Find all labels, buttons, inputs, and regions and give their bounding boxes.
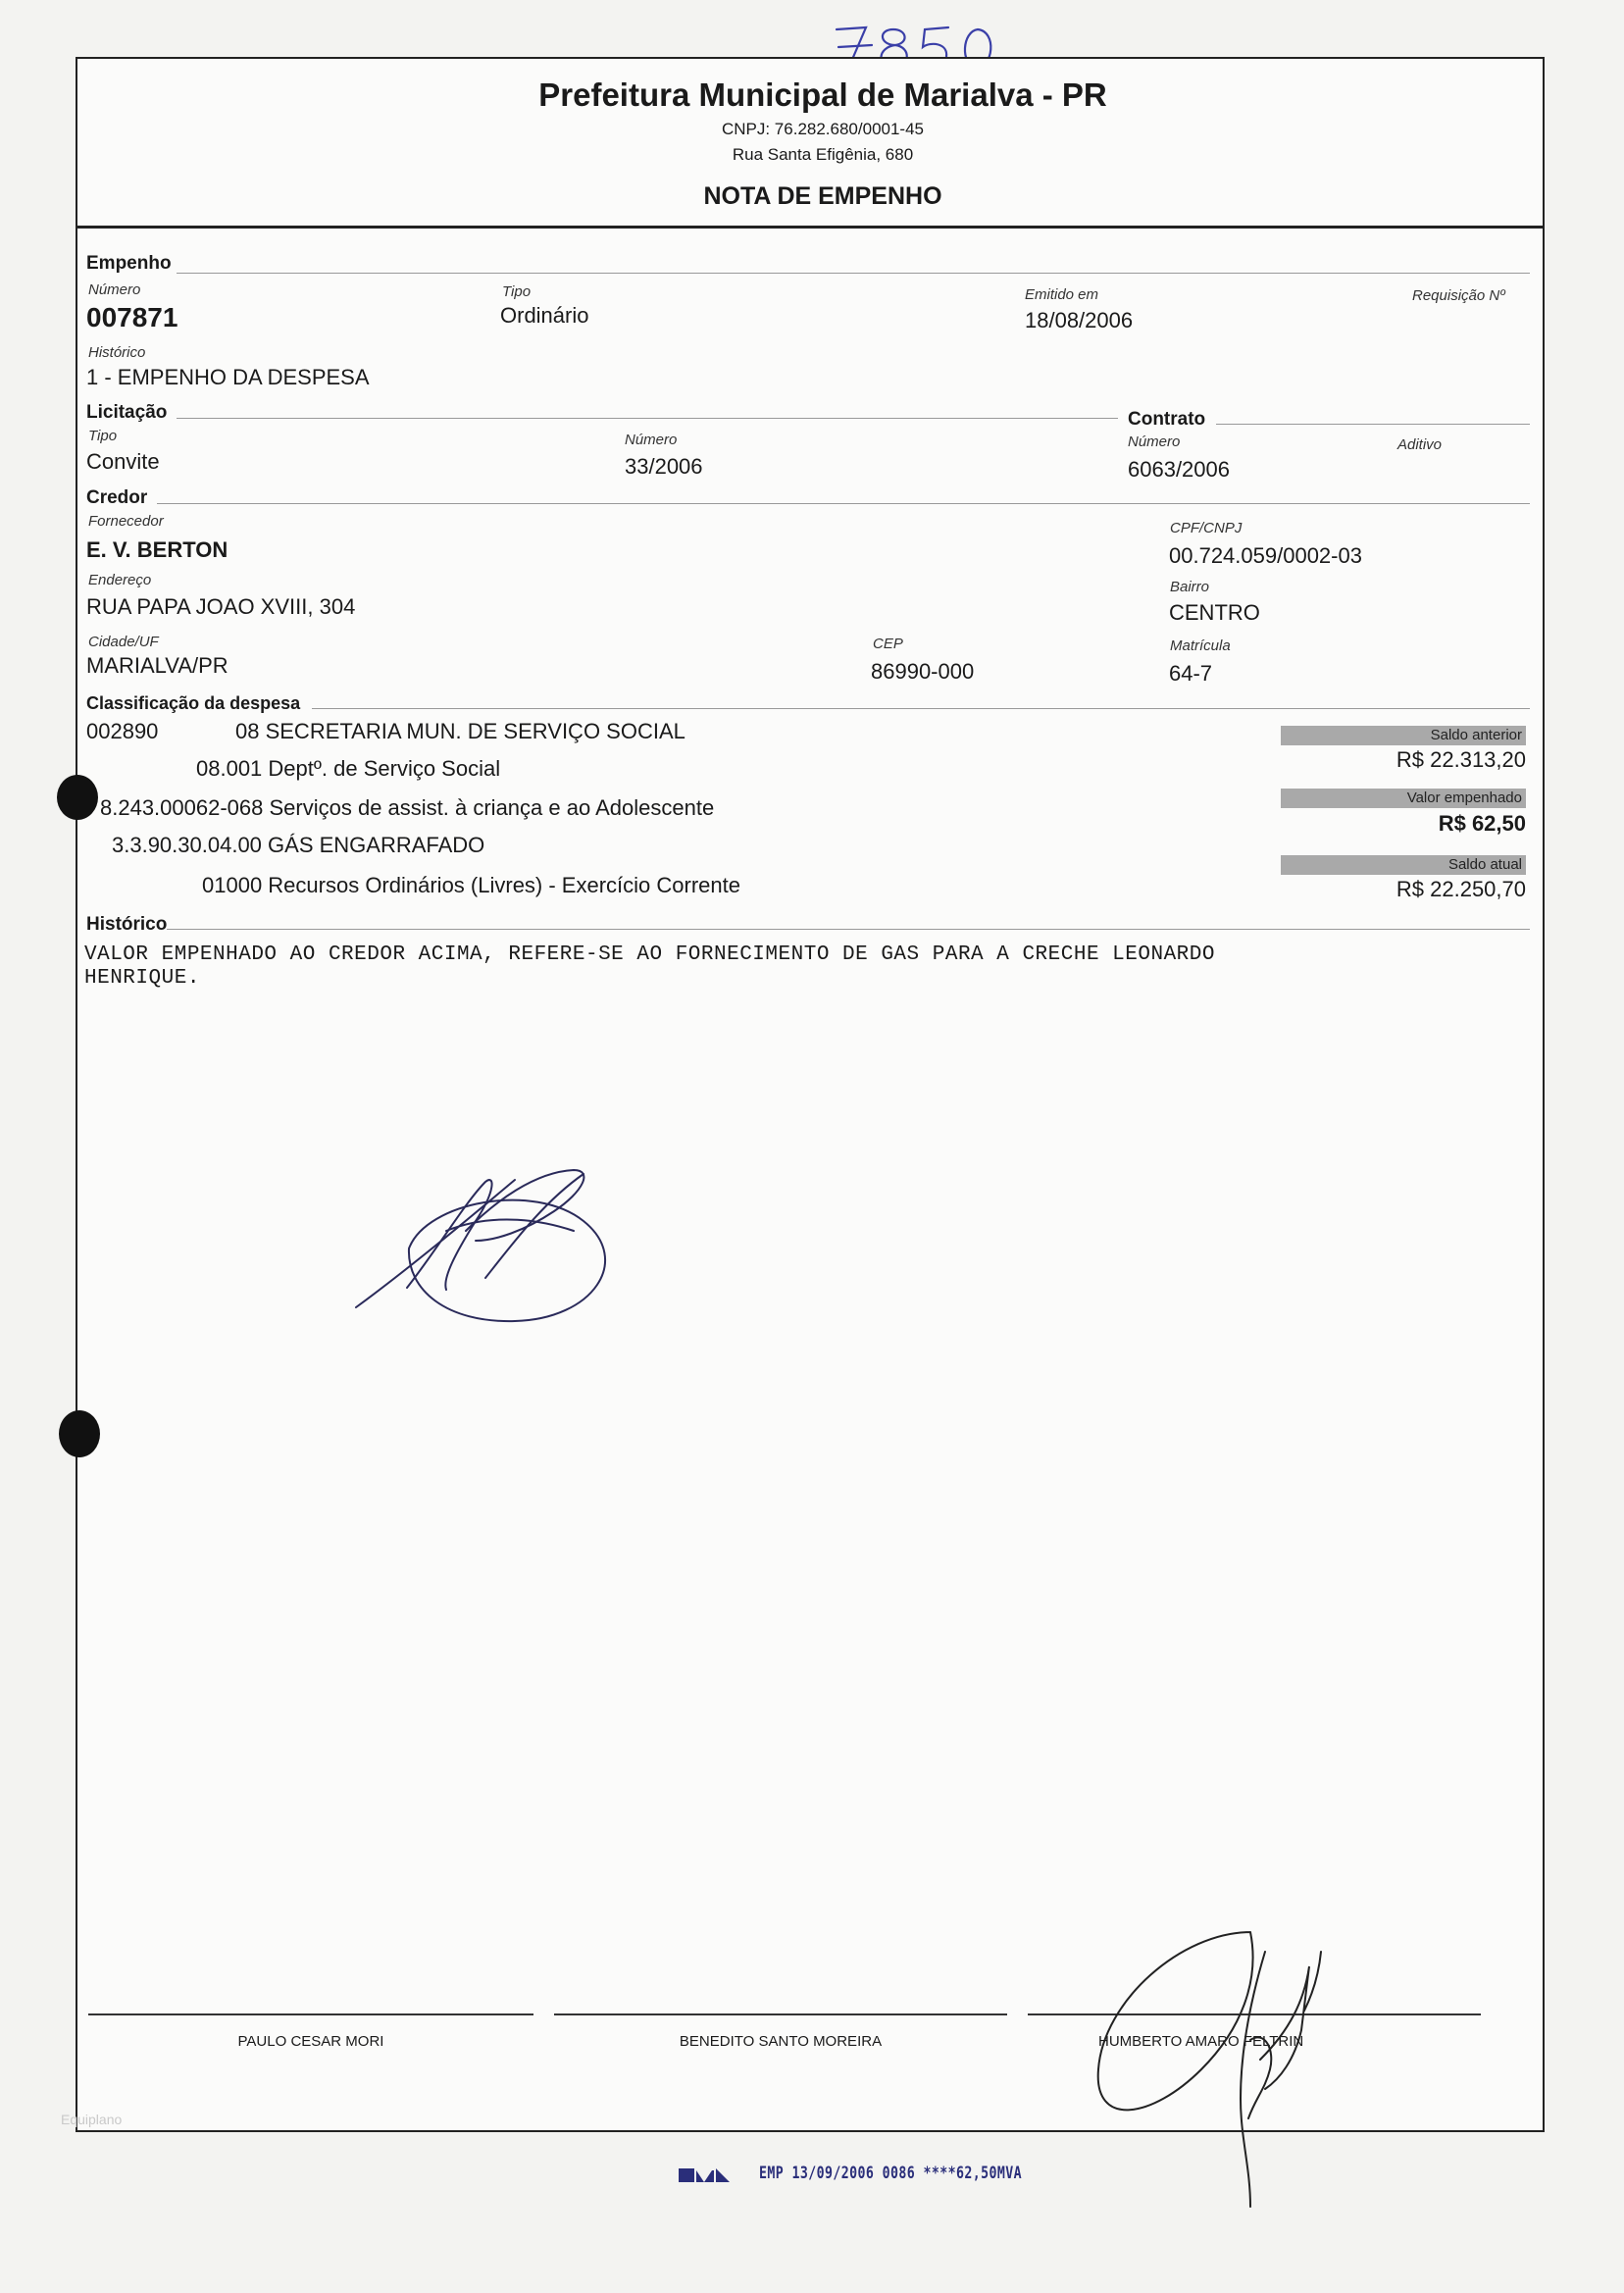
bank-stamp: EMP 13/09/2006 0086 ****62,50MVA bbox=[759, 2164, 1022, 2183]
contrato-numero: 6063/2006 bbox=[1128, 457, 1230, 482]
signature-line bbox=[88, 2013, 533, 2015]
signature-drawing bbox=[1093, 1922, 1388, 2221]
contrato-numero-label: Número bbox=[1128, 433, 1181, 450]
cep-label: CEP bbox=[873, 636, 903, 652]
section-rule bbox=[157, 503, 1530, 504]
classificacao-programa: 8.243.00062-068 Serviços de assist. à criança e ao Adolescente bbox=[100, 795, 715, 820]
section-credor: Credor bbox=[86, 487, 148, 508]
historico-line-2: HENRIQUE. bbox=[84, 967, 200, 990]
cpf-label: CPF/CNPJ bbox=[1170, 520, 1243, 536]
saldo-anterior-value: R$ 22.313,20 bbox=[1396, 747, 1526, 772]
saldo-anterior-label: Saldo anterior bbox=[1281, 726, 1526, 745]
endereco-value: RUA PAPA JOAO XVIII, 304 bbox=[86, 594, 356, 619]
document-title: NOTA DE EMPENHO bbox=[703, 182, 942, 210]
bairro-label: Bairro bbox=[1170, 579, 1210, 595]
section-rule bbox=[312, 708, 1530, 709]
section-historico: Histórico bbox=[86, 914, 168, 935]
binder-hole bbox=[59, 1410, 100, 1457]
classificacao-elemento: 3.3.90.30.04.00 GÁS ENGARRAFADO bbox=[112, 833, 485, 857]
cnpj-text: CNPJ: 76.282.680/0001-45 bbox=[721, 120, 925, 138]
classificacao-departamento: 08.001 Deptº. de Serviço Social bbox=[196, 756, 501, 781]
address-text: Rua Santa Efigênia, 680 bbox=[732, 145, 914, 164]
cidade-label: Cidade/UF bbox=[88, 634, 159, 650]
header-divider bbox=[76, 226, 1545, 229]
emitido-date: 18/08/2006 bbox=[1025, 308, 1134, 332]
fornecedor-label: Fornecedor bbox=[88, 513, 164, 530]
signature-name-2: BENEDITO SANTO MOREIRA bbox=[679, 2033, 883, 2050]
page-title: Prefeitura Municipal de Marialva - PR bbox=[538, 76, 1107, 113]
licitacao-tipo-label: Tipo bbox=[88, 428, 118, 444]
section-contrato: Contrato bbox=[1128, 409, 1206, 430]
licitacao-numero: 33/2006 bbox=[625, 454, 703, 479]
footer-mark: Equiplano bbox=[61, 2112, 123, 2127]
valor-empenhado-label: Valor empenhado bbox=[1281, 789, 1526, 808]
cep-value: 86990-000 bbox=[871, 659, 975, 684]
section-empenho: Empenho bbox=[86, 253, 172, 274]
emitido-label: Emitido em bbox=[1025, 286, 1099, 303]
signature-drawing bbox=[348, 1162, 652, 1334]
empenho-numero: 007871 bbox=[86, 302, 178, 332]
fornecedor-name: E. V. BERTON bbox=[86, 537, 228, 562]
signature-line bbox=[554, 2013, 1007, 2015]
matricula-value: 64-7 bbox=[1169, 661, 1213, 686]
binder-hole bbox=[57, 775, 98, 820]
empenho-tipo-label: Tipo bbox=[502, 283, 532, 300]
signature-name-1: PAULO CESAR MORI bbox=[237, 2033, 384, 2050]
section-licitacao: Licitação bbox=[86, 402, 168, 423]
section-classificacao: Classificação da despesa bbox=[86, 693, 301, 713]
classificacao-recurso: 01000 Recursos Ordinários (Livres) - Exercício Corrente bbox=[202, 873, 740, 897]
empenho-tipo: Ordinário bbox=[500, 303, 589, 328]
saldo-atual-value: R$ 22.250,70 bbox=[1396, 877, 1526, 901]
classificacao-secretaria: 08 SECRETARIA MUN. DE SERVIÇO SOCIAL bbox=[235, 719, 685, 743]
section-rule bbox=[177, 273, 1530, 274]
requisicao-label: Requisição Nº bbox=[1412, 287, 1505, 304]
empenho-historico-label: Histórico bbox=[88, 344, 146, 361]
signature-name-3: HUMBERTO AMARO FELTRIN bbox=[1098, 2033, 1304, 2050]
section-rule bbox=[177, 418, 1118, 419]
licitacao-numero-label: Número bbox=[625, 432, 678, 448]
cpf-value: 00.724.059/0002-03 bbox=[1169, 543, 1362, 568]
classificacao-code: 002890 bbox=[86, 719, 159, 743]
historico-line-1: VALOR EMPENHADO AO CREDOR ACIMA, REFERE-SE AO FORNECIMENTO DE GAS PARA A CRECHE LEONARDO bbox=[84, 943, 1215, 966]
empenho-historico: 1 - EMPENHO DA DESPESA bbox=[86, 365, 370, 389]
contrato-aditivo-label: Aditivo bbox=[1397, 436, 1443, 453]
endereco-label: Endereço bbox=[88, 572, 152, 588]
saldo-atual-label: Saldo atual bbox=[1281, 855, 1526, 875]
section-rule bbox=[1216, 424, 1530, 425]
empenho-numero-label: Número bbox=[88, 281, 141, 298]
bairro-value: CENTRO bbox=[1169, 600, 1260, 625]
matricula-label: Matrícula bbox=[1170, 637, 1231, 654]
valor-empenhado-value: R$ 62,50 bbox=[1438, 811, 1526, 836]
bank-stamp-logo bbox=[677, 2163, 732, 2193]
cidade-value: MARIALVA/PR bbox=[86, 653, 228, 678]
section-rule bbox=[167, 929, 1530, 930]
licitacao-tipo: Convite bbox=[86, 449, 160, 474]
